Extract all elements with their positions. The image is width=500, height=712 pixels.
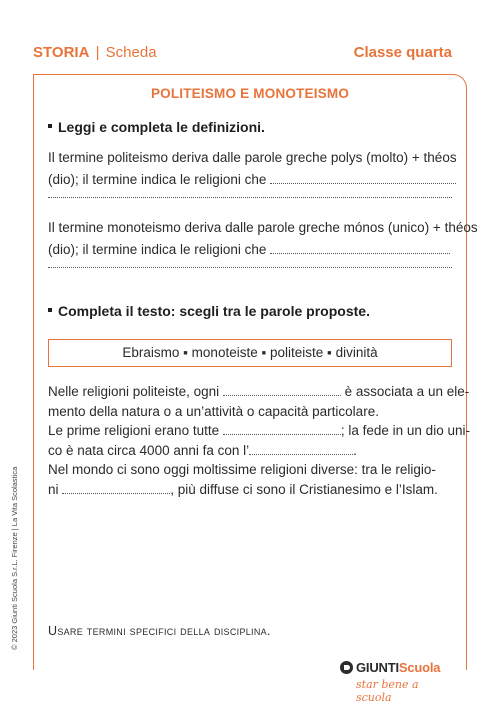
def1-line1: Il termine politeismo deriva dalle parole greche polys (molto) + théos bbox=[48, 150, 457, 165]
worksheet-title: POLITEISMO E MONOTEISMO bbox=[150, 86, 350, 101]
def1-blank-1[interactable] bbox=[270, 172, 456, 184]
section1-heading bbox=[48, 119, 265, 135]
def1-line2: (dio); il termine indica le religioni che bbox=[48, 172, 267, 187]
def2-line2-row bbox=[48, 239, 452, 261]
logo-brand-main: GIUNTI bbox=[356, 660, 399, 675]
def2-line1: Il termine monoteismo deriva dalle parole greche mónos (unico) + théos bbox=[48, 220, 478, 235]
def2-blank-1[interactable] bbox=[270, 242, 450, 254]
p3-part-c: , più diffuse ci sono il Cristianesimo e l’Islam. bbox=[170, 481, 438, 497]
page-header bbox=[33, 44, 452, 66]
p1-part-c: mento della natura o a un’attività o capacità particolare. bbox=[48, 403, 379, 419]
subject-label: STORIA bbox=[33, 44, 90, 61]
text-row-4 bbox=[48, 441, 453, 461]
text-row-3 bbox=[48, 421, 470, 441]
logo-brand-accent: Scuola bbox=[398, 660, 441, 675]
p2-part-c: co è nata circa 4000 anni fa con l’ bbox=[48, 442, 250, 458]
bullet-icon bbox=[48, 124, 52, 128]
text-row-6 bbox=[48, 480, 453, 500]
fill-in-text bbox=[48, 382, 470, 499]
section2-heading bbox=[48, 303, 370, 319]
def2-line2: (dio); il termine indica le religioni che bbox=[48, 242, 267, 257]
grade-label: Classe quarta bbox=[353, 44, 452, 61]
header-subject-group bbox=[33, 44, 157, 61]
def1-blank-2[interactable] bbox=[48, 197, 452, 198]
publisher-logo bbox=[340, 660, 452, 704]
p1-part-a: Nelle religioni politeiste, ogni bbox=[48, 384, 220, 399]
logo-brand bbox=[356, 660, 440, 675]
section2-heading-text: Completa il testo: scegli tra le parole proposte. bbox=[58, 303, 370, 319]
bullet-icon bbox=[48, 308, 52, 312]
p2-part-b: ; la fede in un dio uni- bbox=[340, 423, 470, 438]
text-row-1 bbox=[48, 382, 470, 402]
p2-part-a: Le prime religioni erano tutte bbox=[48, 423, 220, 438]
definition-politeismo bbox=[48, 147, 457, 191]
def1-line2-row bbox=[48, 169, 452, 191]
word-bank: Ebraismo ▪ monoteiste ▪ politeiste ▪ divinità bbox=[48, 339, 452, 367]
p1-part-b: è associata a un ele- bbox=[344, 384, 470, 399]
blank-monoteiste[interactable] bbox=[62, 482, 170, 494]
def2-blank-2[interactable] bbox=[48, 267, 452, 268]
sheet-kind-label: Scheda bbox=[105, 44, 157, 61]
header-separator: | bbox=[95, 44, 100, 61]
section1-heading-text: Leggi e completa le definizioni. bbox=[58, 119, 265, 135]
blank-ebraismo[interactable] bbox=[249, 443, 353, 455]
definition-monoteismo bbox=[48, 217, 478, 261]
footer-instruction: Usare termini specifici della disciplina. bbox=[48, 624, 271, 638]
blank-divinita[interactable] bbox=[223, 384, 341, 396]
copyright-notice: © 2023 Giunti Scuola S.r.L. Firenze | La Vita Scolastica bbox=[10, 466, 19, 650]
blank-politeiste[interactable] bbox=[223, 423, 341, 435]
giunti-logo-icon bbox=[340, 661, 353, 674]
logo-tagline: star bene a scuola bbox=[356, 678, 419, 704]
p3-part-a: Nel mondo ci sono oggi moltissime religioni diverse: tra le religio- bbox=[48, 462, 436, 477]
p2-part-d: . bbox=[353, 442, 357, 458]
p3-part-b: ni bbox=[48, 481, 59, 497]
